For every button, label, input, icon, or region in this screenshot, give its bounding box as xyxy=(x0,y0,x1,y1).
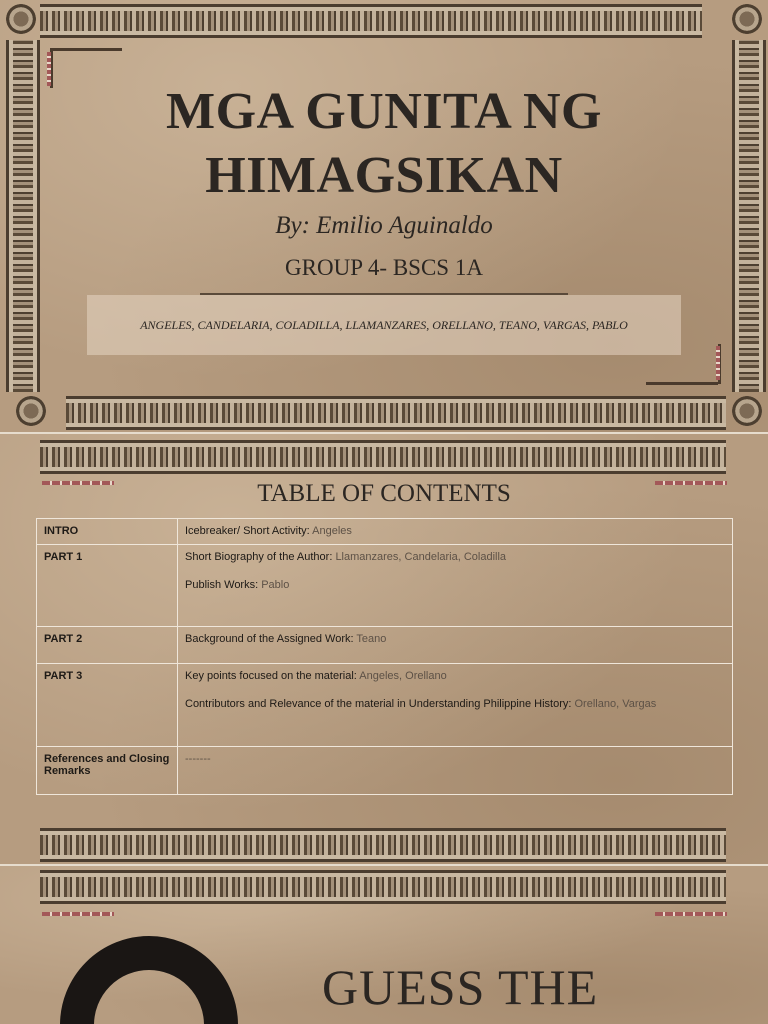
table-row xyxy=(37,664,733,747)
corner-bracket xyxy=(50,48,122,51)
item-label: Publish Works: xyxy=(185,579,259,591)
question-mark-icon xyxy=(60,936,238,1024)
corner-flourish-icon xyxy=(732,4,762,34)
top-ornament-border xyxy=(40,440,726,474)
title-line-2: HIMAGSIKAN xyxy=(205,147,563,204)
red-accent-bar xyxy=(42,912,114,916)
item-label: Background of the Assigned Work: xyxy=(185,633,354,645)
item-label: Contributors and Relevance of the material in Understanding Philippine History: xyxy=(185,698,572,710)
corner-bracket xyxy=(646,382,718,385)
members-list: ANGELES, CANDELARIA, COLADILLA, LLAMANZARES, ORELLANO, TEANO, VARGAS, PABLO xyxy=(140,317,628,332)
top-ornament-border xyxy=(40,870,726,904)
toc-slide xyxy=(0,434,768,864)
table-row xyxy=(37,519,733,545)
top-ornament-border xyxy=(40,4,702,38)
toc-heading: TABLE OF CONTENTS xyxy=(257,480,511,507)
bottom-ornament-border xyxy=(66,396,726,430)
toc-table xyxy=(36,518,733,795)
content-cell xyxy=(178,545,733,627)
item-names: Pablo xyxy=(261,579,290,591)
table-row xyxy=(37,627,733,664)
part-cell: References and Closing Remarks xyxy=(37,747,178,795)
title-slide xyxy=(0,0,768,432)
part-cell: PART 1 xyxy=(37,545,178,627)
content-cell xyxy=(178,664,733,747)
item-names: Teano xyxy=(356,633,387,645)
corner-flourish-icon xyxy=(732,396,762,426)
bottom-ornament-border xyxy=(40,828,726,862)
title-line-1: MGA GUNITA NG xyxy=(165,83,602,140)
group-label: GROUP 4- BSCS 1A xyxy=(285,255,483,280)
part-cell: PART 2 xyxy=(37,627,178,664)
table-row xyxy=(37,545,733,627)
content-cell xyxy=(178,627,733,664)
item-names: Angeles xyxy=(312,525,352,537)
item-names: Llamanzares, Candelaria, Coladilla xyxy=(335,551,507,563)
guess-heading: GUESS THE xyxy=(322,959,599,1015)
item-names: Angeles, Orellano xyxy=(359,670,447,682)
item-names: Orellano, Vargas xyxy=(574,698,657,710)
item-label: Short Biography of the Author: xyxy=(185,551,333,563)
red-accent-bar xyxy=(716,346,720,380)
item-names: ------- xyxy=(185,753,211,765)
content-cell xyxy=(178,747,733,795)
content-cell xyxy=(178,519,733,545)
corner-flourish-icon xyxy=(6,4,36,34)
guess-slide xyxy=(0,866,768,1024)
item-label: Icebreaker/ Short Activity: xyxy=(185,525,310,537)
item-label: Key points focused on the material: xyxy=(185,670,357,682)
members-box xyxy=(87,295,681,355)
corner-flourish-icon xyxy=(16,396,46,426)
page-title xyxy=(0,80,768,208)
author-byline: By: Emilio Aguinaldo xyxy=(275,212,493,239)
red-accent-bar xyxy=(655,912,727,916)
part-cell: INTRO xyxy=(37,519,178,545)
part-cell: PART 3 xyxy=(37,664,178,747)
table-row xyxy=(37,747,733,795)
